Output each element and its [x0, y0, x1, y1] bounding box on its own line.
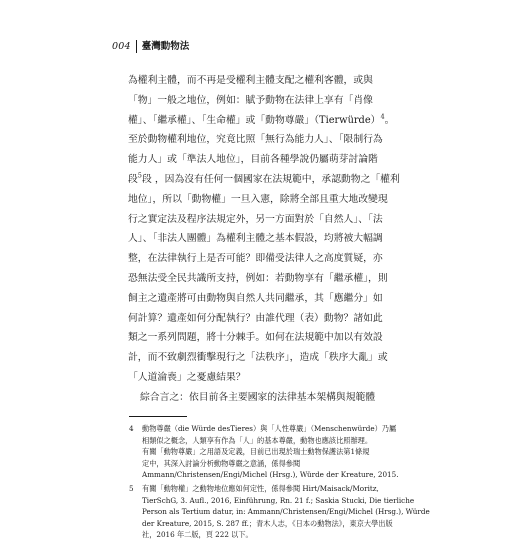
body-line: 類之一系列問題，將十分棘手。如何在法規範中加以有效設	[128, 332, 383, 344]
footnote-line: Ammann/Christensen/Engi/Michel (Hrsg.), Würde der Kreature, 2015.	[142, 470, 399, 480]
body-line: 能力人」或「準法人地位」，目前各種學說仍屬萌芽討論階	[128, 154, 378, 166]
footnote-ref-4[interactable]: 4	[380, 112, 385, 121]
body-text	[128, 71, 400, 408]
footnote-5	[129, 483, 430, 541]
body-line-text: 權」、「繼承權」、「生命權」或「動物尊嚴」（Tierwürde）	[128, 114, 381, 126]
footnotes	[129, 423, 430, 543]
footnote-line: der Kreature, 2015, S. 287 ff.；青木人志，《日本の動物法》，東京大學出版	[142, 518, 393, 528]
body-line: 為權利主體，而不再是受權利主體支配之權利客體，或與	[128, 75, 373, 86]
footnote-number: 5	[129, 483, 134, 493]
body-line: 地位」，所以「動物權」一旦入憲，除將全部且重大地改變現	[128, 193, 388, 205]
footnote-separator	[129, 416, 187, 417]
header-divider	[136, 40, 137, 53]
body-line: 計，而不致劇烈衝擊現行之「法秩序」，造成「秩序大亂」或	[128, 352, 388, 364]
body-line: 「人道淪喪」之憂慮結果？	[128, 371, 246, 383]
body-line: 恐無法受全民共識所支持，例如：若動物享有「繼承權」，則	[128, 272, 388, 284]
body-line: 段$^5$段 ，因為沒有任何一個國家在法規範中，承認動物之「權利	[128, 171, 400, 185]
footnote-number: 4	[129, 424, 134, 433]
body-line: 「物」一般之地位，例如：賦予動物在法律上享有「肖像	[128, 94, 373, 106]
page-number: 004	[112, 40, 131, 52]
footnote-line: TierSchG, 3. Aufl., 2016, Einführung, Rn. 21 f.; Saskia Stucki, Die tierliche	[142, 495, 415, 505]
body-line: 整，在法律執行上是否可能？即備受法律人之高度質疑，亦	[128, 253, 383, 265]
footnote-line: 有關「動物權」之動物地位應如何定性，係得參閱 Hirt/Maisack/Moritz,	[142, 483, 379, 493]
body-line: 權」、「繼承權」、「生命權」或「動物尊嚴」（Tierwürde）$^4$。	[128, 112, 395, 126]
footnote-line: 社，2016 年二版，頁 222 以下。	[142, 530, 253, 540]
body-line: 至於動物權利地位，究竟比照「無行為能力人」、「限制行為	[128, 134, 383, 146]
body-line: 行之實定法及程序法規定外，另一方面對於「自然人」、「法	[128, 213, 383, 225]
body-line: 人」、「非法人團體」為權利主體之基本假設，均將被大幅調	[128, 233, 383, 245]
footnote-4	[129, 423, 399, 481]
footnote-line: Person als Tertium datur, in: Ammann/Christensen/Engi/Michel (Hrsg.), Würde	[142, 507, 430, 517]
footnote-line: 有關「動物尊嚴」之用語及定義，目前已出現於瑞士動物保護法第1條規	[142, 447, 370, 457]
footnote-line: 動物尊嚴（die Würde desTieres）與「人性尊嚴」（Menschenwürde）乃屬	[142, 424, 397, 433]
body-line-text: 段 ，因為沒有任何一個國家在法規範中，承認動物之「權利	[141, 173, 400, 185]
footnote-ref-5[interactable]: 5	[137, 171, 142, 180]
running-header	[112, 40, 189, 53]
footnote-line: 相類似之概念，人類享有作為「人」的基本尊嚴，動物也應該比照辦理。	[142, 435, 373, 445]
body-line: 綜合言之：依目前各主要國家的法律基本架構與規範體	[140, 391, 376, 403]
body-line: 飼主之遺產將可由動物與自然人共同繼承，其「應繼分」如	[128, 292, 383, 304]
running-title: 臺灣動物法	[141, 40, 190, 52]
footnote-line: 定中，其深入討論分析動物尊嚴之意涵，係得參閱	[142, 458, 301, 468]
body-line: 何計算？遺產如何分配執行？由誰代理（表）動物？諸如此	[128, 312, 383, 324]
